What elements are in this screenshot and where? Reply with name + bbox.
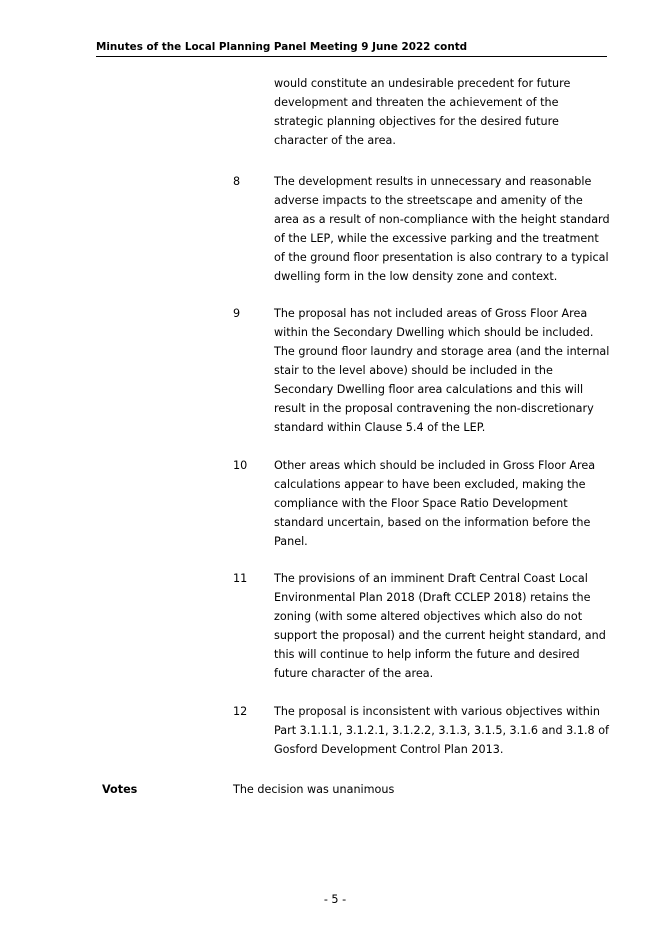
list-item-number: 12	[233, 705, 248, 718]
list-item-number: 9	[233, 307, 241, 320]
list-item-number: 10	[233, 459, 248, 472]
votes-value: The decision was unanimous	[233, 783, 395, 796]
votes-label: Votes	[102, 783, 138, 796]
list-item-text: Other areas which should be included in Gross Floor Area calculations appear to have been excluded, making the compliance with the Floor Space Ratio Development standard uncertain, based on the information before the Panel.	[274, 459, 596, 548]
list-item-text: The provisions of an imminent Draft Central Coast Local Environmental Plan 2018 (Draft CCLEP 2018) retains the zoning (with some altered objectives which also do not support the proposal) and the current height standard, and this will continue to help inform the future and desired future character of the area.	[274, 572, 606, 680]
list-item-text: The proposal has not included areas of Gross Floor Area within the Secondary Dwelling which should be included. The ground floor laundry and storage area (and the internal stair to the level above) should be included in the Secondary Dwelling floor area calculations and this will result in the proposal contravening the non-discretionary standard within Clause 5.4 of the LEP.	[274, 307, 610, 434]
continuation-paragraph: would constitute an undesirable precedent for future development and threaten the achievement of the strategic planning objectives for the desired future character of the area.	[274, 77, 571, 147]
page-number: - 5 -	[323, 893, 347, 906]
page-header-title: Minutes of the Local Planning Panel Meeting 9 June 2022 contd	[96, 41, 468, 53]
page-header	[96, 40, 607, 57]
list-item-number: 11	[233, 572, 248, 585]
list-item-text: The proposal is inconsistent with various objectives within Part 3.1.1.1, 3.1.2.1, 3.1.2.2, 3.1.3, 3.1.5, 3.1.6 and 3.1.8 of Gosford Development Control Plan 2013.	[274, 705, 609, 756]
list-item-text: The development results in unnecessary and reasonable adverse impacts to the streetscape and amenity of the area as a result of non-compliance with the height standard of the LEP, while the excessive parking and the treatment of the ground floor presentation is also contrary to a typical dwelling form in the low density zone and context.	[274, 175, 610, 283]
list-item-number: 8	[233, 175, 241, 188]
